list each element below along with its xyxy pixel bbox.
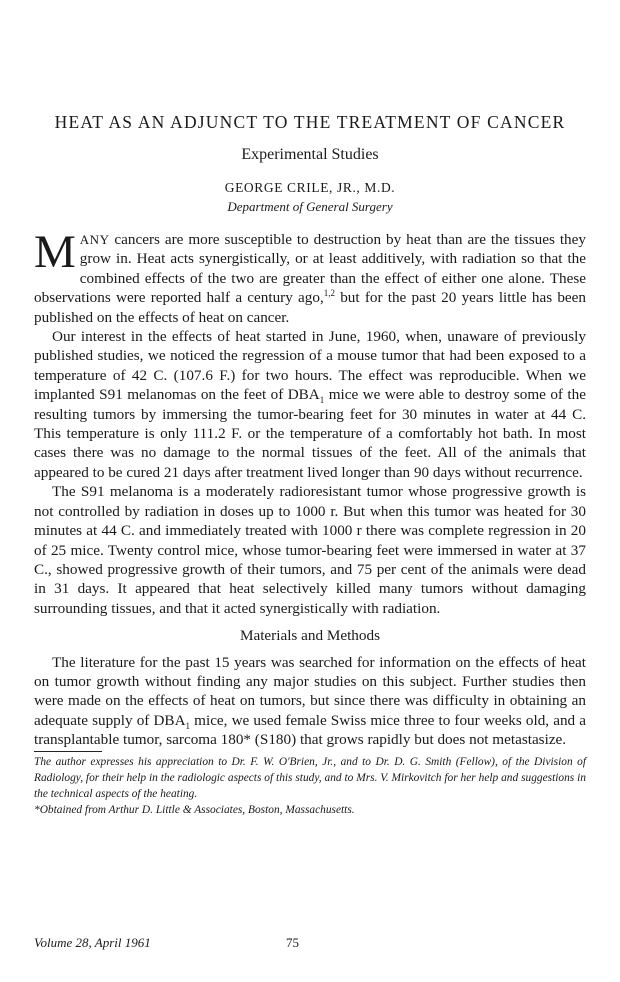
paragraph-2-text-b: mice we were able to destroy some of the resulting tumors by immersing the tumor-bearing feet for 30 minutes in water at 44 C. This temperature is only 111.2 F. or the temperature of a comfortably hot bath. In most cases there was no damage to the normal tissues of the feet. All of the animals that appeared to be cured 21 days after treatment lived longer than 90 days without recurrence. — [34, 386, 586, 481]
paragraph-3: The S91 melanoma is a moderately radioresistant tumor whose progressive growth is not controlled by radiation in doses up to 1000 r. But when this tumor was heated for 30 minutes at 44 C. and immediately treated with 1000 r there was complete regression in 20 of 25 mice. Twenty control mice, whose tumor-bearing feet were immersed in water at 37 C., showed progressive growth of their tumors, and 75 per cent of the animals were dead in 31 days. It appeared that heat selectively killed many tumors without damaging surrounding tissues, and that it acted synergistically with radiation. — [34, 483, 586, 617]
section-heading: Materials and Methods — [239, 627, 381, 645]
citation-superscript: 1,2 — [323, 288, 335, 299]
paragraph-4-text-b: mice, we used female Swiss mice three to four weeks old, and a transplantable tumor, sarcoma 180* (S180) that grows rapidly but does not metastasize. — [34, 711, 586, 749]
paragraph-1 — [34, 226, 586, 327]
paragraph-4-text-a: The literature for the past 15 years was searched for information on the effects of heat on tumor growth without finding any major studies on this subject. Further studies then were made on the effects of heat on tumors, but since there was difficulty in obtaining an adequate supply of DBA — [34, 653, 586, 729]
article-title: HEAT AS AN ADJUNCT TO THE TREATMENT OF CANCER — [54, 112, 566, 132]
dba-subscript: 1 — [319, 395, 325, 406]
paragraph-4 — [34, 653, 586, 750]
page-footer — [34, 935, 586, 951]
page-number: 75 — [286, 935, 299, 950]
article-subtitle: Experimental Studies — [241, 146, 379, 163]
drop-cap: M — [34, 226, 76, 278]
author-name: GEORGE CRILE, JR., M.D. — [224, 180, 396, 195]
dba-subscript-2: 1 — [185, 720, 191, 731]
lead-in-caps: ANY — [79, 232, 110, 247]
article-body — [34, 226, 586, 818]
footnote-acknowledgment: The author expresses his appreciation to Dr. F. W. O'Brien, Jr., and to Dr. D. G. Smith (Fellow), of the Division of Radiology, for their help in the radiologic aspects of this study, and to Mrs. V. Mirkovitch for her help and suggestions in the technical aspects of the heating. — [34, 755, 586, 800]
paragraph-1-text: cancers are more susceptible to destruction by heat than are the tissues they grow in. Heat acts synergistically, or at least additively, with radiation so that the combined effects of the two are greater than the effect of either one alone. These observations were reported half a century ago, — [34, 231, 586, 307]
paragraph-2-text-a: Our interest in the effects of heat started in June, 1960, when, unaware of previously published studies, we noticed the regression of a mouse tumor that had been exposed to a temperature of 42 C. (107.6 F.) for two hours. The effect was reproducible. When we implanted S91 melanomas on the feet of DBA — [34, 328, 586, 404]
footnote-source: *Obtained from Arthur D. Little & Associates, Boston, Massachusetts. — [34, 803, 355, 816]
paragraph-1-tail: but for the past 20 years little has been published on the effects of heat on cancer. — [34, 289, 586, 326]
paragraph-2 — [34, 327, 586, 482]
volume-info: Volume 28, April 1961 — [34, 935, 151, 950]
author-department: Department of General Surgery — [227, 199, 393, 214]
footnote-rule — [34, 751, 102, 752]
